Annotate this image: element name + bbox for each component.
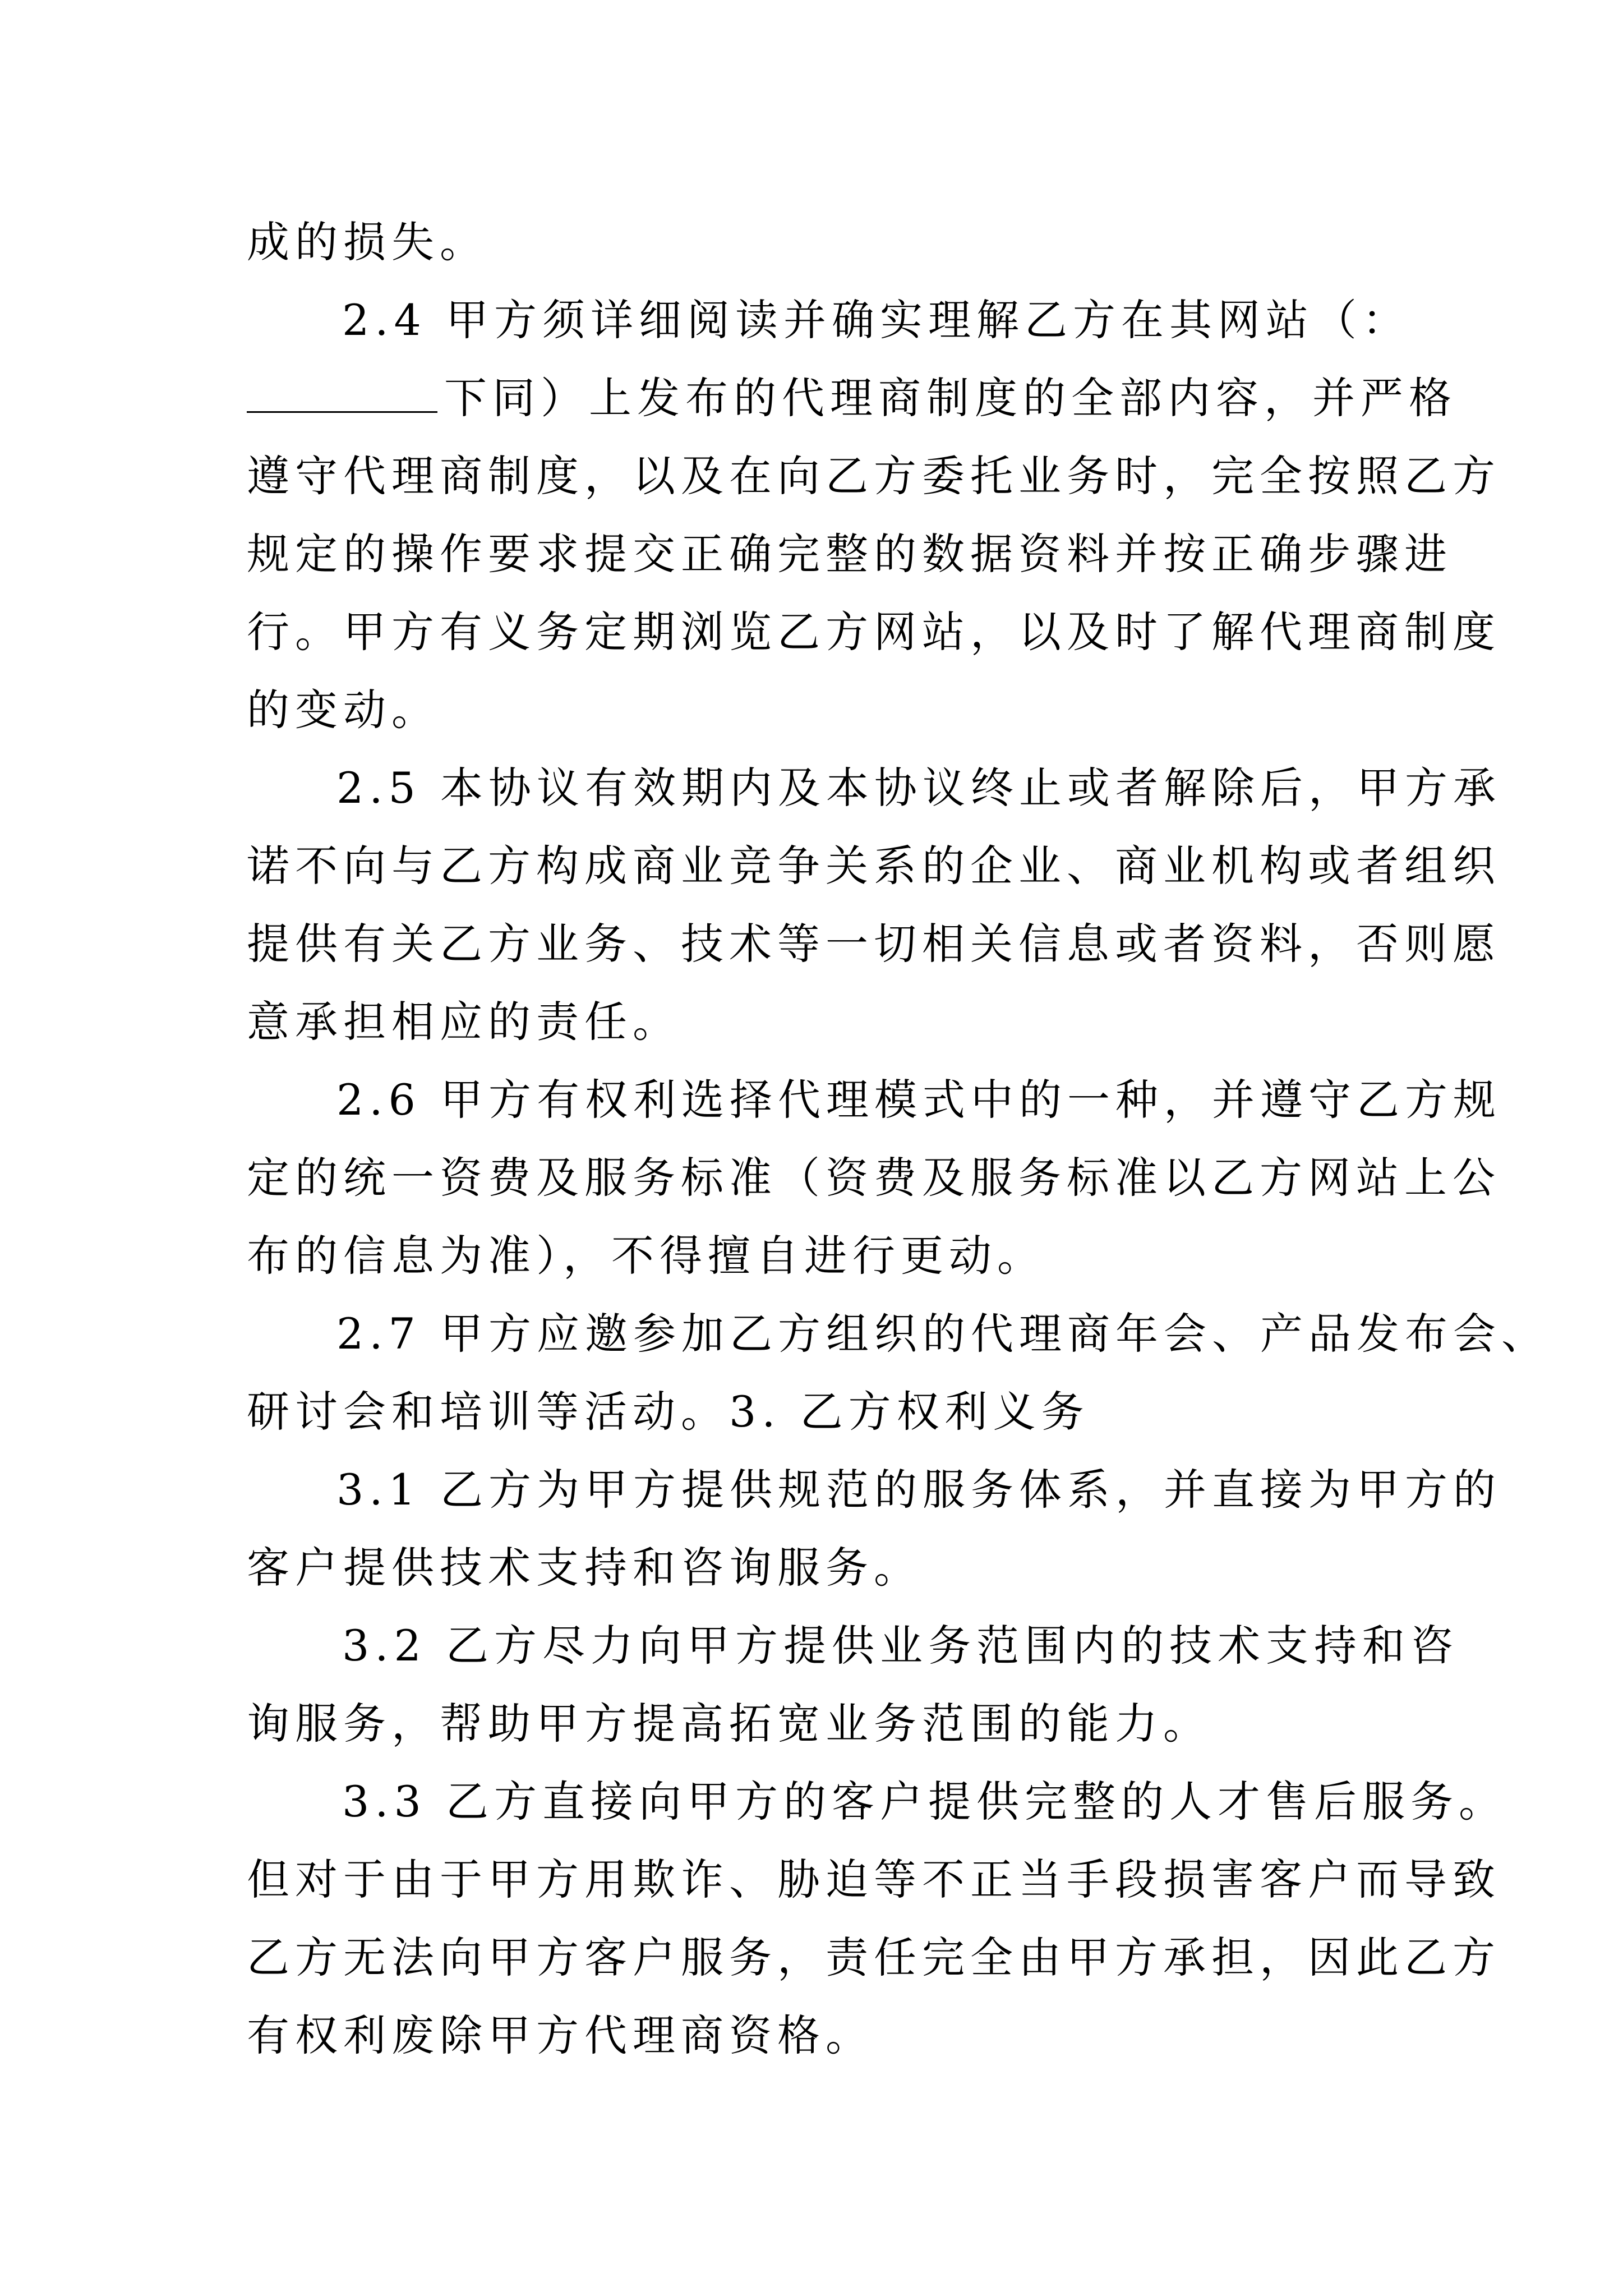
paragraph-3-3-first-line: 3.3 乙方直接向甲方的客户提供完整的人才售后服务。 bbox=[342, 1777, 1507, 1826]
text-line: 下同）上发布的代理商制度的全部内容，并严格 bbox=[444, 373, 1457, 423]
text-line: 提供有关乙方业务、技术等一切相关信息或者资料，否则愿 bbox=[247, 919, 1501, 969]
text-line: 乙方无法向甲方客户服务，责任完全由甲方承担，因此乙方 bbox=[247, 1932, 1501, 1982]
text-line: 的变动。 bbox=[247, 685, 440, 735]
text-line: 行。甲方有义务定期浏览乙方网站，以及时了解代理商制度 bbox=[247, 607, 1501, 657]
text-line: 成的损失。 bbox=[247, 217, 488, 267]
text-line: 研讨会和培训等活动。3. 乙方权利义务 bbox=[247, 1387, 1090, 1437]
website-blank-underline bbox=[247, 409, 437, 413]
paragraph-2-4-first-line: 2.4 甲方须详细阅读并确实理解乙方在其网站（： bbox=[342, 295, 1411, 345]
text-line: 客户提供技术支持和咨询服务。 bbox=[247, 1543, 922, 1593]
text-line: 规定的操作要求提交正确完整的数据资料并按正确步骤进 bbox=[247, 529, 1453, 579]
text-line: 定的统一资费及服务标准（资费及服务标准以乙方网站上公 bbox=[247, 1153, 1501, 1203]
text-line: 意承担相应的责任。 bbox=[247, 997, 681, 1047]
text-line: 有权利废除甲方代理商资格。 bbox=[247, 2010, 874, 2060]
paragraph-2-6-first-line: 2.6 甲方有权利选择代理模式中的一种，并遵守乙方规 bbox=[336, 1075, 1502, 1125]
text-line-with-blank bbox=[247, 370, 1457, 426]
paragraph-2-7-first-line: 2.7 甲方应邀参加乙方组织的代理商年会、产品发布会、 bbox=[336, 1309, 1550, 1359]
text-line: 询服务，帮助甲方提高拓宽业务范围的能力。 bbox=[247, 1699, 1211, 1749]
paragraph-3-1-first-line: 3.1 乙方为甲方提供规范的服务体系，并直接为甲方的 bbox=[336, 1465, 1502, 1515]
text-line: 布的信息为准），不得擅自进行更动。 bbox=[247, 1231, 1045, 1281]
paragraph-3-2-first-line: 3.2 乙方尽力向甲方提供业务范围内的技术支持和咨 bbox=[342, 1621, 1459, 1671]
text-line: 诺不向与乙方构成商业竞争关系的企业、商业机构或者组织 bbox=[247, 841, 1501, 891]
text-line: 但对于由于甲方用欺诈、胁迫等不正当手段损害客户而导致 bbox=[247, 1855, 1501, 1904]
paragraph-2-5-first-line: 2.5 本协议有效期内及本协议终止或者解除后，甲方承 bbox=[336, 763, 1502, 813]
text-line: 遵守代理商制度，以及在向乙方委托业务时，完全按照乙方 bbox=[247, 451, 1501, 501]
